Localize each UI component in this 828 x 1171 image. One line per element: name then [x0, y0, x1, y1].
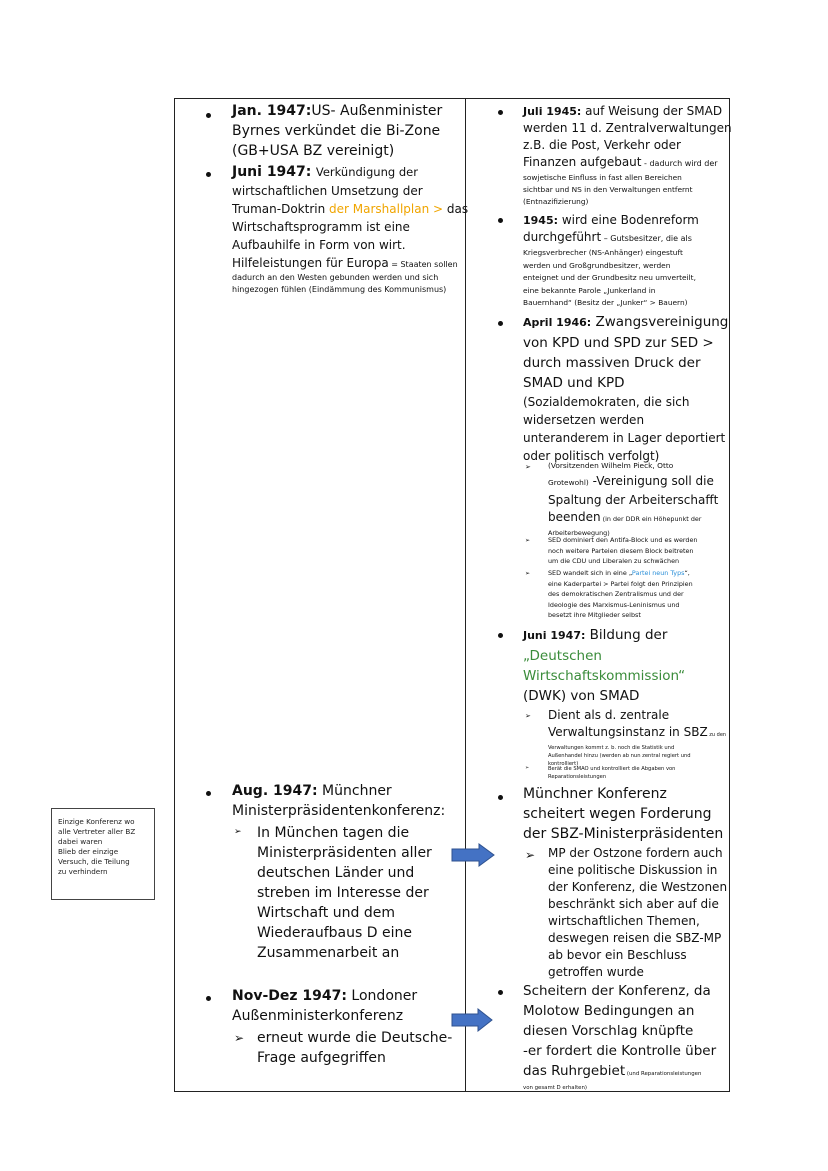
muenchen-details — [548, 845, 727, 981]
entry-muenchner-konferenz-result — [523, 784, 723, 844]
detail-line: ab bevor ein Beschluss — [548, 948, 687, 962]
entry-text: Außenministerkonferenz — [232, 1008, 404, 1024]
april-1946-sub-antifa — [548, 535, 697, 567]
entry-jun-1947-marshallplan — [232, 162, 468, 296]
entry-text: von KPD und SPD zur SED > — [523, 335, 714, 351]
entry-text: enteignet und der Grundbesitz neu umverteilt, — [523, 273, 696, 282]
detail-line: (Vorsitzenden Wilhelm Pieck, Otto — [548, 461, 674, 470]
entry-text: der SBZ-Ministerpräsidenten — [523, 826, 724, 842]
april-1946-sub-pieck — [548, 460, 718, 538]
entry-text: Aufbauhilfe in Form von wirt. — [232, 238, 406, 252]
detail-line: Spaltung der Arbeiterschafft — [548, 493, 719, 507]
entry-text: z.B. die Post, Verkehr oder — [523, 138, 681, 152]
right-arrow-icon — [451, 843, 495, 867]
entry-text: eine bekannte Parole „Junkerland in — [523, 285, 656, 295]
entry-text: von gesamt D erhalten) — [523, 1085, 588, 1091]
entry-londoner-konferenz-result — [523, 981, 716, 1092]
detail-line: des demokratischen Zentralismus und der — [548, 590, 684, 598]
detail-line: (in der DDR ein Höhepunkt der — [600, 515, 702, 523]
detail-line: Außenhandel hinzu (werden ab nun zentral regiert und — [548, 753, 691, 759]
date-label: Aug. 1947: — [232, 783, 318, 799]
entry-text: scheitert wegen Forderung — [523, 806, 712, 822]
arrow-bullet-icon: ➢ — [525, 848, 536, 862]
juni-1947-sub-verwaltung — [548, 707, 726, 768]
detail-line: Berät die SMAO und kontrolliert die Abgaben von — [548, 766, 676, 772]
detail-line: “, — [684, 569, 690, 577]
entry-text: Zwangsvereinigung — [591, 314, 729, 330]
bullet — [498, 633, 503, 638]
entry-text: widersetzen werden — [523, 413, 645, 427]
entry-text: Münchner Konferenz — [523, 786, 667, 802]
entry-text: Scheitern der Konferenz, da — [523, 983, 711, 999]
entry-text: sowjetische Einfluss in fast allen Bereichen — [523, 173, 682, 182]
detail-line: noch weitere Parteien diesem Block beitreten — [548, 546, 694, 555]
detail-line: Verwaltungen kommt z. b. noch die Statistik und — [548, 745, 675, 751]
entry-juli-1945 — [523, 103, 732, 208]
entry-text: -er fordert die Kontrolle über — [523, 1043, 717, 1059]
detail-line: Frage aufgegriffen — [257, 1050, 386, 1066]
detail-line: Ideologie des Marxismus-Leninismus und — [548, 600, 680, 609]
note-line: Versuch, die Teilung — [58, 857, 130, 866]
entry-juni-1947-dwk — [523, 625, 685, 706]
bullet — [498, 795, 503, 800]
entry-text: Kriegsverbrecher (NS-Anhänger) eingestuft — [523, 248, 683, 257]
entry-text: Byrnes verkündet die Bi-Zone — [232, 123, 441, 139]
entry-nov-dez-1947 — [232, 986, 417, 1026]
bullet — [498, 218, 503, 223]
detail-line: deswegen reisen die SBZ-MP — [548, 931, 722, 945]
entry-text: Finanzen aufgebaut — [523, 155, 642, 169]
date-label: Juni 1947: — [523, 629, 586, 642]
date-label: Juli 1945: — [523, 105, 582, 118]
bullet — [206, 172, 211, 177]
dwk-highlight: Wirtschaftskommission“ — [523, 668, 686, 684]
bullet — [206, 791, 211, 796]
detail-line: deutschen Länder und — [257, 865, 415, 881]
partei-neuen-typs-highlight: Partei neun Typs — [631, 569, 685, 577]
note-line: Blieb der einzige — [58, 847, 119, 856]
entry-text: (Sozialdemokraten, die sich — [523, 395, 690, 409]
entry-text: Truman-Doktrin — [232, 202, 330, 216]
side-note-box — [51, 808, 155, 900]
entry-text: Bauernhand“ (Besitz der „Junker“ > Bauern) — [523, 298, 688, 307]
detail-line: MP der Ostzone fordern auch — [548, 846, 723, 860]
detail-line: beschränkt sich aber auf die — [548, 897, 719, 911]
aug-1947-details — [257, 823, 432, 963]
juni-1947-sub-smao — [548, 765, 675, 781]
arrow-bullet-icon: ➢ — [525, 570, 531, 577]
entry-text: Hilfeleistungen für Europa — [232, 256, 389, 270]
detail-line: In München tagen die — [257, 825, 410, 841]
note-line: Einzige Konferenz wo — [58, 817, 135, 826]
detail-line: Wirtschaft und dem — [257, 905, 395, 921]
entry-text: unteranderem in Lager deportiert — [523, 431, 726, 445]
arrow-bullet-icon: ➢ — [525, 463, 531, 471]
entry-text: Verkündigung der — [315, 165, 418, 179]
entry-text: wird eine Bodenreform — [558, 213, 699, 227]
note-line: alle Vertreter aller BZ — [58, 827, 136, 836]
detail-line: SED dominiert den Antifa-Block und es werden — [548, 536, 698, 544]
detail-line: Ministerpräsidenten aller — [257, 845, 432, 861]
note-line: dabei waren — [58, 837, 103, 846]
entry-text: das — [443, 202, 469, 216]
detail-line: wirtschaftlichen Themen, — [548, 914, 700, 928]
entry-text: (DWK) von SMAD — [523, 688, 640, 704]
marshallplan-highlight: der Marshallplan > — [329, 202, 444, 216]
detail-line: Grotewohl) — [548, 478, 589, 487]
entry-text: US- Außenminister — [311, 103, 443, 119]
detail-line: getroffen wurde — [548, 965, 644, 979]
entry-text: Molotow Bedingungen an — [523, 1003, 695, 1019]
entry-text: dadurch an den Westen gebunden werden und sich — [232, 273, 439, 282]
arrow-bullet-icon: ➢ — [234, 827, 242, 837]
detail-line: besetzt ihre Mitglieder selbst — [548, 611, 641, 619]
april-1946-sub-partei — [548, 568, 693, 621]
detail-line: Wiederaufbaus D eine — [257, 925, 412, 941]
bullet — [206, 113, 211, 118]
entry-text: (GB+USA BZ vereinigt) — [232, 143, 395, 159]
detail-line: zu den — [707, 732, 727, 738]
right-arrow-icon — [451, 1008, 493, 1032]
entry-april-1946 — [523, 312, 728, 465]
arrow-bullet-icon: ➢ — [234, 1031, 245, 1045]
entry-text: oder politisch verfolgt) — [523, 449, 660, 463]
entry-text: SMAD und KPD — [523, 375, 625, 391]
date-label: April 1946: — [523, 316, 592, 329]
bullet — [498, 321, 503, 326]
arrow-bullet-icon: ➢ — [525, 765, 530, 771]
nov-dez-1947-details — [257, 1028, 452, 1068]
entry-text: werden 11 d. Zentralverwaltungen — [523, 121, 732, 135]
entry-text: das Ruhrgebiet — [523, 1063, 626, 1079]
dwk-highlight: „Deutschen — [523, 648, 602, 664]
detail-line: -Vereinigung soll die — [588, 474, 714, 488]
bullet — [206, 996, 211, 1001]
entry-text: durchgeführt — [523, 230, 602, 244]
detail-line: Verwaltungsinstanz in SBZ — [548, 725, 708, 739]
detail-line: eine politische Diskussion in — [548, 863, 718, 877]
entry-text: (Entnazifizierung) — [523, 197, 589, 206]
entry-text: hingezogen fühlen (Eindämmung des Kommunismus) — [232, 285, 447, 294]
detail-line: Arbeiterbewegung) — [548, 529, 610, 537]
entry-text: diesen Vorschlag knüpfte — [523, 1023, 694, 1039]
arrow-bullet-icon: ➢ — [525, 712, 531, 720]
entry-text: Münchner — [317, 783, 392, 799]
detail-line: der Konferenz, die Westzonen — [548, 880, 728, 894]
note-line: zu verhindern — [58, 867, 108, 876]
detail-line: streben im Interesse der — [257, 885, 429, 901]
bullet — [498, 990, 503, 995]
arrow-bullet-icon: ➢ — [525, 537, 531, 544]
entry-text: = Staaten sollen — [388, 260, 458, 269]
entry-text: Ministerpräsidentenkonferenz: — [232, 803, 446, 819]
entry-text: Wirtschaftsprogramm ist eine — [232, 220, 410, 234]
detail-line: Dient als d. zentrale — [548, 708, 670, 722]
entry-jan-1947 — [232, 101, 442, 161]
entry-text: Bildung der — [585, 627, 668, 643]
entry-text: (und Reparationsleistungen — [625, 1071, 702, 1077]
entry-text: auf Weisung der SMAD — [581, 104, 723, 118]
date-label: 1945: — [523, 214, 559, 227]
entry-text: - dadurch wird der — [641, 159, 718, 168]
entry-text: – Gutsbesitzer, die als — [601, 234, 692, 243]
entry-text: durch massiven Druck der — [523, 355, 701, 371]
entry-text: wirtschaftlichen Umsetzung der — [232, 184, 423, 198]
entry-text: werden und Großgrundbesitzer, werden — [523, 260, 671, 270]
detail-line: Zusammenarbeit an — [257, 945, 400, 961]
detail-line: kontrolliert) — [548, 761, 579, 767]
date-label: Nov-Dez 1947: — [232, 988, 347, 1004]
detail-line: eine Kaderpartei > Partei folgt den Prinzipien — [548, 579, 693, 588]
date-label: Jan. 1947: — [232, 103, 312, 119]
detail-line: SED wandelt sich in eine „ — [548, 569, 632, 577]
bullet — [498, 110, 503, 115]
detail-line: erneut wurde die Deutsche- — [257, 1030, 453, 1046]
entry-aug-1947 — [232, 781, 445, 821]
detail-line: um die CDU und Liberalen zu schwächen — [548, 557, 680, 565]
entry-text: Londoner — [346, 988, 418, 1004]
entry-1945-bodenreform — [523, 212, 699, 310]
detail-line: beenden — [548, 510, 601, 524]
date-label: Juni 1947: — [232, 164, 312, 180]
entry-text: sichtbar und NS in den Verwaltungen entfernt — [523, 185, 693, 194]
detail-line: Reparationsleistungen — [548, 774, 607, 780]
